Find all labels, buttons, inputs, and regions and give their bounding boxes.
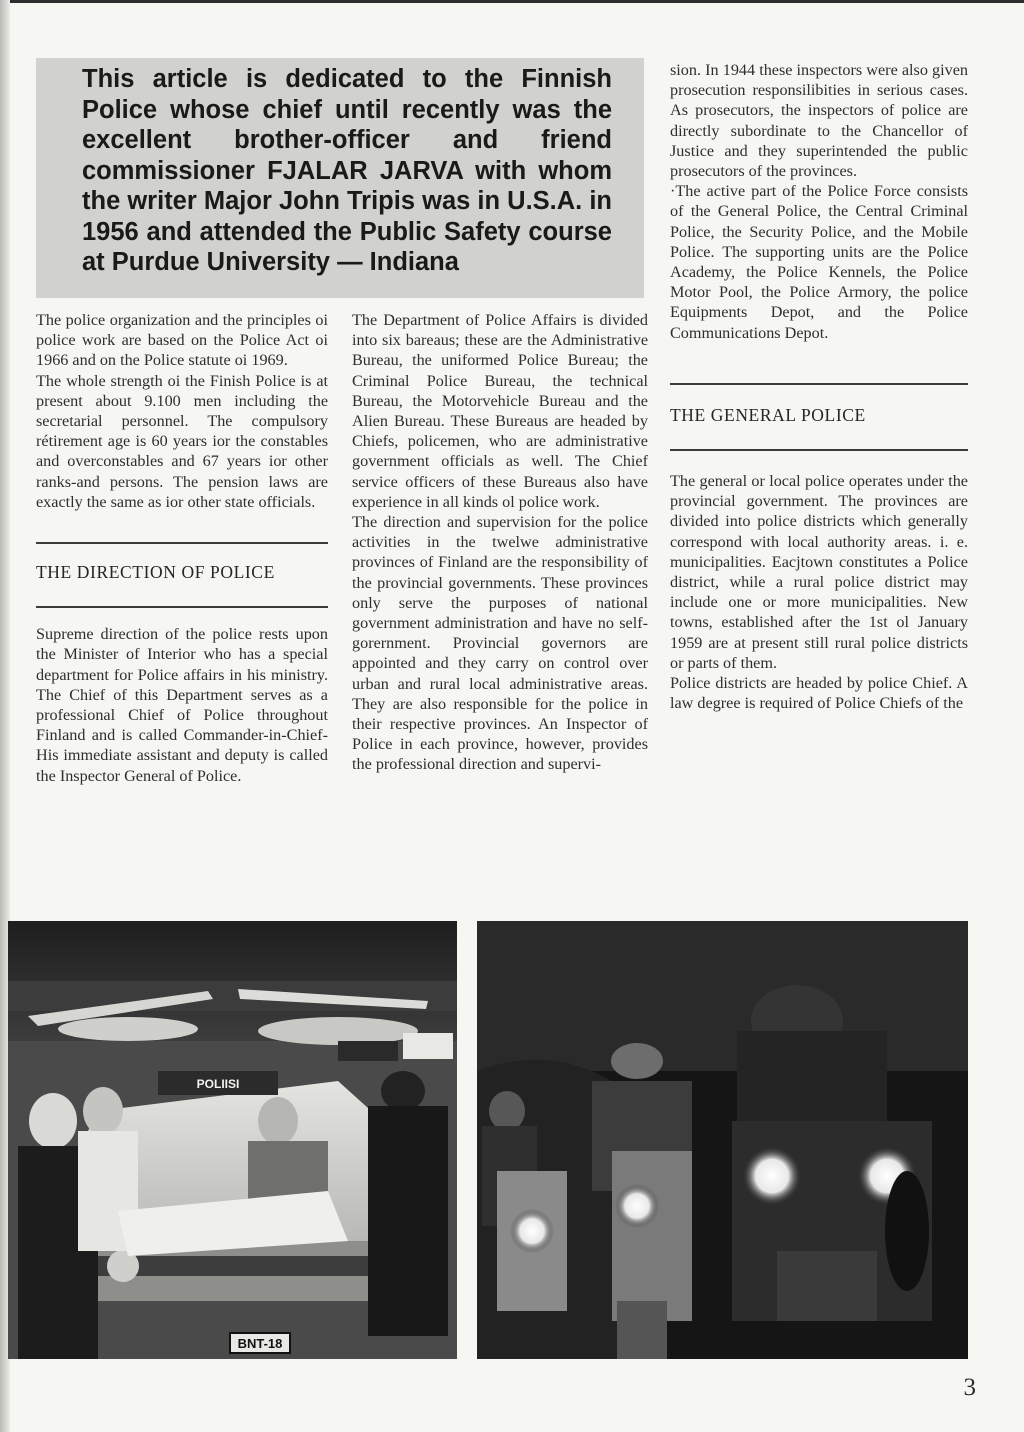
paragraph-police-force: ·The active part of the Police Force consists of the General Police, the Central Criminal Police, the Security Police, and the Mobile Police. The supporting units are the Police Academy, the Police Kennels, the Police Motor Pool, the Police Armory, the police Equipments Depot, and the Police Communications Depot.: [670, 182, 968, 342]
column-1: [36, 310, 328, 786]
paragraph-strength: The whole strength oi the Finish Police is at present about 9.100 men including the secretarial personnel. The compulsory rétirement age is 60 years ior the constables and overconstables and 67 years ior other ranks-and persons. The pension laws are exactly the same as ior other state officials.: [36, 371, 328, 511]
paragraph-provinces: The direction and supervision for the police activities in the twelwe administrative provinces of Finland are the responsibility of the provincial governments. These provinces only serve the purposes of national government administration and have no self-gorernment. Provincial governors are appointed and they carry on control over urban and rural local administrative areas. They are also responsible for the police in their respective provinces. An Inspector of Police in each province, however, provides the professional direction and supervi-: [352, 513, 648, 774]
photo-motorcycle-police-night-image: [477, 921, 968, 1359]
photo-motorcycle-police-night: [477, 921, 968, 1359]
page-number: 3: [963, 1374, 976, 1401]
column-2: [352, 310, 648, 775]
photo-police-car-airfield-image: [8, 921, 457, 1359]
divider: [36, 542, 328, 544]
paragraph-department-bureaus: The Department of Police Affairs is divided into six bareaus; these are the Administrative Bureau, the uniformed Police Bureau; the Criminal Police Bureau, the technical Bureau, the Motorvehicle Bureau and the Alien Bureau. These Bureaus are headed by Chiefs, policemen, who are administrative government officials as well. The Chief service officers of these Bureaus also have experience in all kinds ol police work.: [352, 311, 648, 511]
photo-police-car-airfield: [8, 921, 457, 1359]
heading-direction-of-police: THE DIRECTION OF POLICE: [36, 562, 275, 583]
license-plate: BNT-18: [237, 1336, 283, 1351]
divider: [36, 606, 328, 608]
page-top-edge: [0, 0, 1024, 3]
paragraph-police-act: The police organization and the principles oi police work are based on the Police Act oi 1966 and on the Police statute oi 1969.: [36, 311, 328, 370]
paragraph-general-police: The general or local police operates under the provincial government. The provinces are divided into police districts which generally correspond with local authority areas. i. e. municipalities. Eacjtown constitutes a Police district, while a rural police district may include one or more municipalities. New towns, established after the 1st ol January 1959 are at present still rural police districts or parts of them.: [670, 472, 968, 672]
divider: [670, 449, 968, 451]
column-3: [670, 60, 968, 713]
paragraph-inspectors: sion. In 1944 these inspectors were also given prosecution responsilibities in serious cases. As prosecutors, the inspectors of police are directly subordinate to the Chancellor of Justice and they superintended the public prosecutors of the provinces.: [670, 61, 968, 181]
paragraph-supreme-direction: Supreme direction of the police rests upon the Minister of Interior who has a special department for Police affairs in his ministry. The Chief of this Department serves as a professional Chief of Police throughout Finland and is called Commander-in-Chief- His immediate assistant and deputy is called the Inspector General of Police.: [36, 625, 328, 785]
divider: [670, 383, 968, 385]
paragraph-police-districts: Police districts are headed by police Chief. A law degree is required of Police Chiefs of the: [670, 674, 968, 713]
poliisi-sign: POLIISI: [196, 1077, 240, 1091]
heading-general-police: THE GENERAL POLICE: [670, 404, 866, 425]
intro-dedication: This article is dedicated to the Finnish Police whose chief until recently was the excellent brother-officer and friend commissioner FJALAR JARVA with whom the writer Major John Tripis was in U.S.A. in 1956 and attended the Public Safety course at Purdue University — Indiana: [82, 65, 612, 276]
